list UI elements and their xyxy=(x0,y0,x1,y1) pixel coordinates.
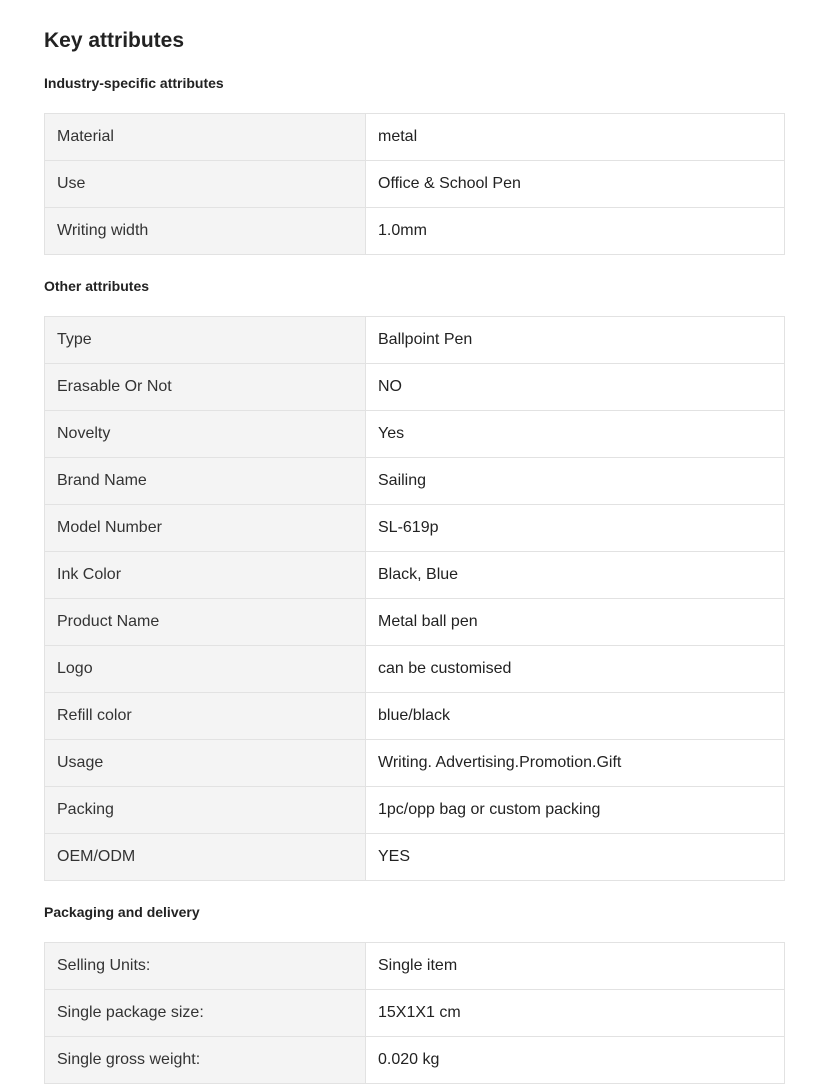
table-row xyxy=(45,161,785,208)
table-row xyxy=(45,787,785,834)
table-row xyxy=(45,740,785,787)
attribute-key: Usage xyxy=(45,740,366,787)
table-row xyxy=(45,599,785,646)
attribute-key: Packing xyxy=(45,787,366,834)
attribute-value: can be customised xyxy=(366,646,785,693)
table-row xyxy=(45,458,785,505)
section-title-packaging-delivery: Packaging and delivery xyxy=(44,904,200,920)
table-row xyxy=(45,208,785,255)
attribute-value: Yes xyxy=(366,411,785,458)
attribute-key: Selling Units: xyxy=(45,943,366,990)
attribute-key: Erasable Or Not xyxy=(45,364,366,411)
attribute-value: Metal ball pen xyxy=(366,599,785,646)
table-row xyxy=(45,505,785,552)
other-attributes-table xyxy=(44,316,785,881)
attribute-key: OEM/ODM xyxy=(45,834,366,881)
attribute-value: Sailing xyxy=(366,458,785,505)
attribute-key: Use xyxy=(45,161,366,208)
attribute-value: 1.0mm xyxy=(366,208,785,255)
attribute-key: Model Number xyxy=(45,505,366,552)
attribute-value: 15X1X1 cm xyxy=(366,990,785,1037)
attribute-key: Product Name xyxy=(45,599,366,646)
attribute-key: Material xyxy=(45,114,366,161)
table-row xyxy=(45,834,785,881)
table-row xyxy=(45,693,785,740)
table-row xyxy=(45,1037,785,1084)
attribute-key: Brand Name xyxy=(45,458,366,505)
table-row xyxy=(45,114,785,161)
page-title: Key attributes xyxy=(44,29,185,52)
attribute-key: Single gross weight: xyxy=(45,1037,366,1084)
table-row xyxy=(45,943,785,990)
section-title-other-attributes: Other attributes xyxy=(44,278,150,294)
attribute-value: Ballpoint Pen xyxy=(366,317,785,364)
attribute-value: Single item xyxy=(366,943,785,990)
attribute-value: SL-619p xyxy=(366,505,785,552)
table-row xyxy=(45,552,785,599)
attribute-value: Office & School Pen xyxy=(366,161,785,208)
section-title-industry-specific: Industry-specific attributes xyxy=(44,75,224,91)
table-row xyxy=(45,646,785,693)
attribute-value: YES xyxy=(366,834,785,881)
attribute-value: Black, Blue xyxy=(366,552,785,599)
industry-attributes-table xyxy=(44,113,785,255)
table-row xyxy=(45,317,785,364)
attribute-value: Writing. Advertising.Promotion.Gift xyxy=(366,740,785,787)
attribute-key: Single package size: xyxy=(45,990,366,1037)
table-row xyxy=(45,411,785,458)
packaging-delivery-table xyxy=(44,942,785,1084)
table-row xyxy=(45,364,785,411)
table-row xyxy=(45,990,785,1037)
attribute-value: 0.020 kg xyxy=(366,1037,785,1084)
attribute-value: NO xyxy=(366,364,785,411)
attribute-key: Novelty xyxy=(45,411,366,458)
attribute-key: Writing width xyxy=(45,208,366,255)
attribute-key: Ink Color xyxy=(45,552,366,599)
attribute-key: Logo xyxy=(45,646,366,693)
attribute-value: 1pc/opp bag or custom packing xyxy=(366,787,785,834)
attribute-key: Type xyxy=(45,317,366,364)
attribute-value: metal xyxy=(366,114,785,161)
attribute-value: blue/black xyxy=(366,693,785,740)
attribute-key: Refill color xyxy=(45,693,366,740)
